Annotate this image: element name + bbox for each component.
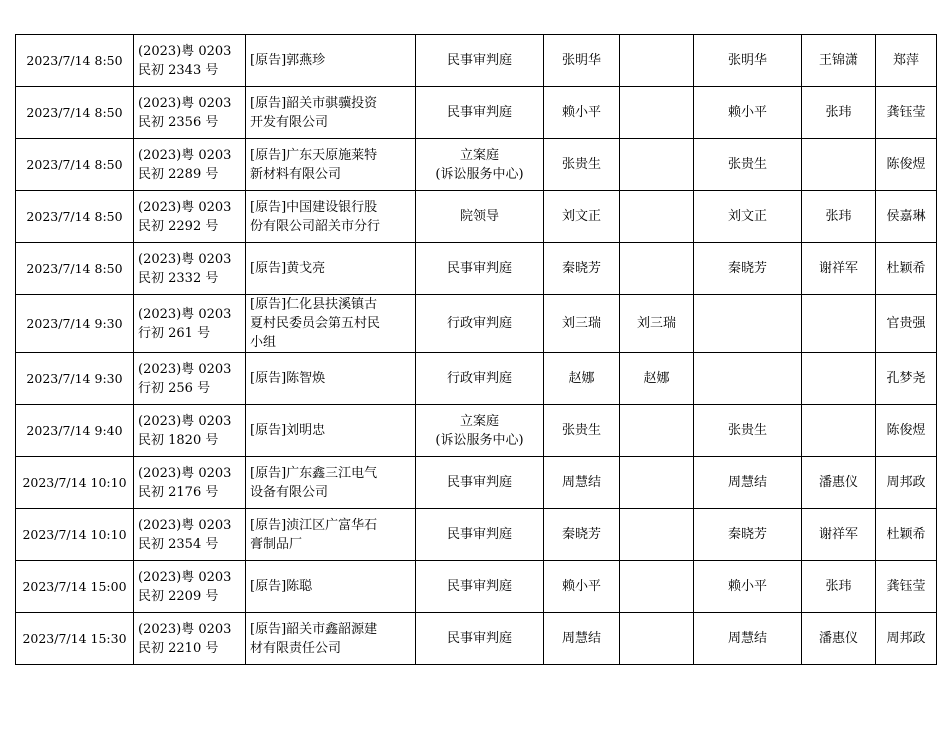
- party-cell: [246, 613, 416, 665]
- case-number-line: 民初 1820 号: [138, 432, 219, 448]
- assistant-cell: 张玮: [802, 561, 876, 613]
- judge-column-6-cell: [620, 139, 694, 191]
- case-number-cell: [134, 191, 246, 243]
- clerk-cell: 陈俊煜: [876, 139, 937, 191]
- party-line: [原告]浈江区广富华石: [250, 517, 378, 533]
- case-number-cell: [134, 139, 246, 191]
- hearing-time-cell: 2023/7/14 15:30: [16, 613, 134, 665]
- table-row: [16, 243, 937, 295]
- assistant-cell: 张玮: [802, 191, 876, 243]
- judge-column-7-cell: 周慧结: [694, 613, 802, 665]
- case-number-line: 民初 2354 号: [138, 536, 219, 552]
- case-number-cell: [134, 405, 246, 457]
- department-line: 民事审判庭: [446, 475, 512, 490]
- presiding-judge-cell: 刘三瑞: [544, 295, 620, 353]
- case-number-line: 民初 2176 号: [138, 484, 219, 500]
- department-cell: [416, 353, 544, 405]
- hearing-time-cell: 2023/7/14 10:10: [16, 457, 134, 509]
- hearing-time-cell: 2023/7/14 8:50: [16, 139, 134, 191]
- department-line: 立案庭: [459, 413, 499, 429]
- hearing-time-cell: 2023/7/14 9:40: [16, 405, 134, 457]
- judge-column-7-cell: 赖小平: [694, 87, 802, 139]
- party-line: 夏村民委员会第五村民: [250, 316, 381, 331]
- case-number-line: (2023)粤 0203: [138, 569, 232, 585]
- assistant-cell: 谢祥军: [802, 243, 876, 295]
- case-number-line: 行初 261 号: [138, 325, 211, 341]
- presiding-judge-cell: 张贵生: [544, 139, 620, 191]
- clerk-cell: 周邦政: [876, 457, 937, 509]
- party-cell: [246, 457, 416, 509]
- table-row: [16, 457, 937, 509]
- case-number-cell: [134, 35, 246, 87]
- department-cell: [416, 561, 544, 613]
- presiding-judge-cell: 赖小平: [544, 87, 620, 139]
- table-row: [16, 613, 937, 665]
- clerk-cell: 周邦政: [876, 613, 937, 665]
- department-line: 行政审判庭: [446, 371, 512, 386]
- hearing-time-cell: 2023/7/14 15:00: [16, 561, 134, 613]
- presiding-judge-cell: 周慧结: [544, 457, 620, 509]
- hearing-schedule-table: [15, 34, 937, 665]
- party-cell: [246, 87, 416, 139]
- party-line: 设备有限公司: [250, 484, 329, 500]
- case-number-line: (2023)粤 0203: [138, 517, 232, 533]
- presiding-judge-cell: 赵娜: [544, 353, 620, 405]
- party-line: 份有限公司韶关市分行: [250, 218, 381, 234]
- table-row: [16, 405, 937, 457]
- assistant-cell: [802, 295, 876, 353]
- assistant-cell: [802, 405, 876, 457]
- party-cell: [246, 191, 416, 243]
- table-row: [16, 35, 937, 87]
- case-number-line: 民初 2289 号: [138, 166, 219, 182]
- department-cell: [416, 613, 544, 665]
- assistant-cell: 潘惠仪: [802, 613, 876, 665]
- clerk-cell: 官贵强: [876, 295, 937, 353]
- judge-column-6-cell: [620, 509, 694, 561]
- presiding-judge-cell: 刘文正: [544, 191, 620, 243]
- judge-column-7-cell: 秦晓芳: [694, 243, 802, 295]
- party-cell: [246, 353, 416, 405]
- case-number-line: 民初 2343 号: [138, 62, 219, 78]
- judge-column-7-cell: 张贵生: [694, 405, 802, 457]
- case-number-line: (2023)粤 0203: [138, 361, 232, 377]
- department-cell: [416, 457, 544, 509]
- case-number-cell: [134, 509, 246, 561]
- judge-column-7-cell: 刘文正: [694, 191, 802, 243]
- assistant-cell: 谢祥军: [802, 509, 876, 561]
- department-line: 民事审判庭: [446, 261, 512, 276]
- party-cell: [246, 405, 416, 457]
- case-number-cell: [134, 295, 246, 353]
- table-row: [16, 561, 937, 613]
- judge-column-7-cell: [694, 295, 802, 353]
- party-line: 膏制品厂: [250, 536, 303, 552]
- clerk-cell: 杜颖希: [876, 243, 937, 295]
- case-number-line: (2023)粤 0203: [138, 413, 232, 429]
- assistant-cell: 张玮: [802, 87, 876, 139]
- party-cell: [246, 139, 416, 191]
- judge-column-6-cell: [620, 191, 694, 243]
- case-number-cell: [134, 87, 246, 139]
- case-number-line: (2023)粤 0203: [138, 465, 232, 481]
- party-cell: [246, 561, 416, 613]
- presiding-judge-cell: 秦晓芳: [544, 509, 620, 561]
- table-row: [16, 139, 937, 191]
- judge-column-6-cell: [620, 35, 694, 87]
- table-row: [16, 191, 937, 243]
- party-line: [原告]仁化县扶溪镇古: [250, 297, 378, 312]
- department-cell: [416, 35, 544, 87]
- presiding-judge-cell: 秦晓芳: [544, 243, 620, 295]
- case-number-line: (2023)粤 0203: [138, 306, 232, 322]
- case-number-line: 民初 2356 号: [138, 114, 219, 130]
- hearing-time-cell: 2023/7/14 9:30: [16, 295, 134, 353]
- judge-column-6-cell: 赵娜: [620, 353, 694, 405]
- party-cell: [246, 509, 416, 561]
- case-number-line: (2023)粤 0203: [138, 43, 232, 59]
- department-cell: [416, 191, 544, 243]
- case-number-line: 行初 256 号: [138, 380, 211, 396]
- hearing-time-cell: 2023/7/14 10:10: [16, 509, 134, 561]
- hearing-time-cell: 2023/7/14 9:30: [16, 353, 134, 405]
- assistant-cell: 潘惠仪: [802, 457, 876, 509]
- party-line: [原告]黄戈亮: [250, 261, 326, 276]
- party-line: [原告]陈智焕: [250, 371, 326, 386]
- case-number-line: (2023)粤 0203: [138, 251, 232, 267]
- party-line: [原告]刘明忠: [250, 423, 326, 438]
- judge-column-7-cell: 张明华: [694, 35, 802, 87]
- judge-column-7-cell: [694, 353, 802, 405]
- table-row: [16, 509, 937, 561]
- department-line: (诉讼服务中心): [435, 432, 524, 448]
- clerk-cell: 郑萍: [876, 35, 937, 87]
- judge-column-6-cell: [620, 405, 694, 457]
- hearing-time-cell: 2023/7/14 8:50: [16, 191, 134, 243]
- department-line: 民事审判庭: [446, 631, 512, 646]
- department-line: (诉讼服务中心): [435, 166, 524, 182]
- table-row: [16, 295, 937, 353]
- judge-column-6-cell: [620, 561, 694, 613]
- table-body: [16, 35, 937, 665]
- presiding-judge-cell: 张贵生: [544, 405, 620, 457]
- hearing-time-cell: 2023/7/14 8:50: [16, 243, 134, 295]
- judge-column-6-cell: [620, 87, 694, 139]
- department-line: 院领导: [459, 209, 499, 224]
- hearing-time-cell: 2023/7/14 8:50: [16, 87, 134, 139]
- party-cell: [246, 295, 416, 353]
- department-cell: [416, 139, 544, 191]
- department-cell: [416, 87, 544, 139]
- case-number-cell: [134, 243, 246, 295]
- party-line: 小组: [250, 335, 277, 350]
- party-line: 新材料有限公司: [250, 166, 342, 182]
- department-line: 民事审判庭: [446, 527, 512, 542]
- department-line: 民事审判庭: [446, 579, 512, 594]
- clerk-cell: 侯嘉琳: [876, 191, 937, 243]
- party-line: 材有限责任公司: [250, 640, 342, 656]
- clerk-cell: 龚钰莹: [876, 87, 937, 139]
- clerk-cell: 孔梦尧: [876, 353, 937, 405]
- clerk-cell: 龚钰莹: [876, 561, 937, 613]
- case-number-line: (2023)粤 0203: [138, 199, 232, 215]
- party-cell: [246, 243, 416, 295]
- department-cell: [416, 405, 544, 457]
- presiding-judge-cell: 赖小平: [544, 561, 620, 613]
- case-number-cell: [134, 561, 246, 613]
- table-row: [16, 353, 937, 405]
- party-line: [原告]郭燕珍: [250, 53, 326, 68]
- party-line: 开发有限公司: [250, 114, 329, 130]
- judge-column-7-cell: 赖小平: [694, 561, 802, 613]
- clerk-cell: 杜颖希: [876, 509, 937, 561]
- case-number-line: 民初 2209 号: [138, 588, 219, 604]
- party-line: [原告]陈聪: [250, 579, 313, 594]
- judge-column-6-cell: [620, 243, 694, 295]
- case-number-line: 民初 2210 号: [138, 640, 219, 656]
- judge-column-6-cell: [620, 613, 694, 665]
- assistant-cell: [802, 139, 876, 191]
- case-number-cell: [134, 353, 246, 405]
- presiding-judge-cell: 张明华: [544, 35, 620, 87]
- hearing-time-cell: 2023/7/14 8:50: [16, 35, 134, 87]
- judge-column-6-cell: 刘三瑞: [620, 295, 694, 353]
- case-number-cell: [134, 613, 246, 665]
- department-cell: [416, 295, 544, 353]
- party-line: [原告]广东鑫三江电气: [250, 465, 378, 481]
- party-line: [原告]韶关市骐骥投资: [250, 95, 378, 111]
- case-number-line: (2023)粤 0203: [138, 621, 232, 637]
- party-line: [原告]韶关市鑫韶源建: [250, 621, 378, 637]
- presiding-judge-cell: 周慧结: [544, 613, 620, 665]
- assistant-cell: 王锦潇: [802, 35, 876, 87]
- department-line: 民事审判庭: [446, 105, 512, 120]
- judge-column-7-cell: 秦晓芳: [694, 509, 802, 561]
- table-row: [16, 87, 937, 139]
- case-number-cell: [134, 457, 246, 509]
- case-number-line: 民初 2292 号: [138, 218, 219, 234]
- clerk-cell: 陈俊煜: [876, 405, 937, 457]
- judge-column-7-cell: 周慧结: [694, 457, 802, 509]
- case-number-line: (2023)粤 0203: [138, 147, 232, 163]
- assistant-cell: [802, 353, 876, 405]
- party-cell: [246, 35, 416, 87]
- judge-column-6-cell: [620, 457, 694, 509]
- department-cell: [416, 243, 544, 295]
- party-line: [原告]中国建设银行股: [250, 199, 378, 215]
- judge-column-7-cell: 张贵生: [694, 139, 802, 191]
- department-line: 民事审判庭: [446, 53, 512, 68]
- case-number-line: 民初 2332 号: [138, 270, 219, 286]
- party-line: [原告]广东天原施莱特: [250, 147, 378, 163]
- department-line: 行政审判庭: [446, 316, 512, 331]
- department-cell: [416, 509, 544, 561]
- case-number-line: (2023)粤 0203: [138, 95, 232, 111]
- department-line: 立案庭: [459, 147, 499, 163]
